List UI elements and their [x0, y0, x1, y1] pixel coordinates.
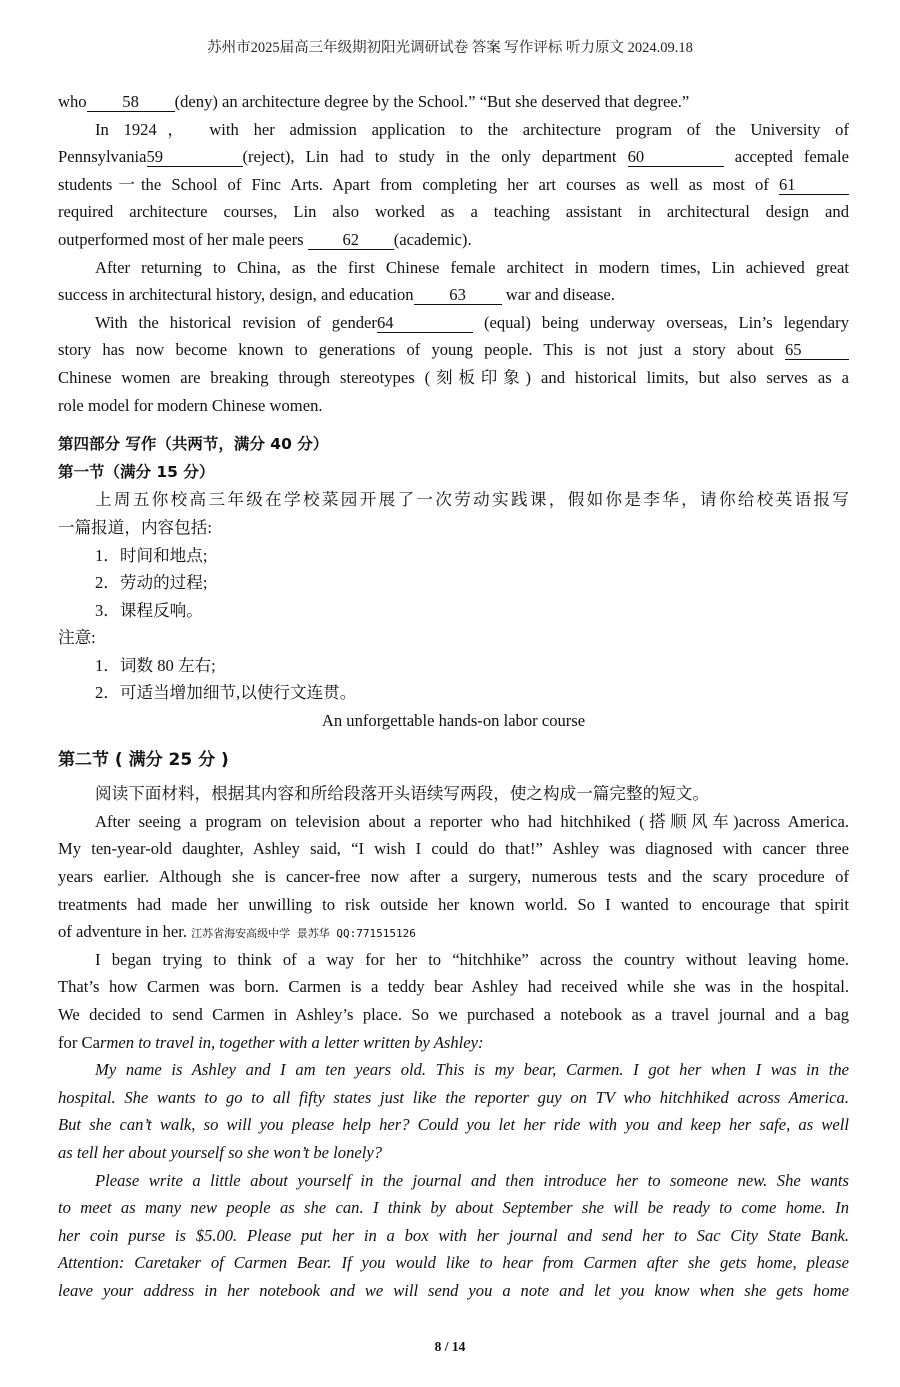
text: Pennsylvania — [58, 147, 147, 167]
passage-line: In 1924， with her admission application to the architecture program of the University of — [95, 119, 849, 139]
story-line: We decided to send Carmen in Ashley’s place. So we purchased a notebook as a travel journal and a bag — [58, 1005, 849, 1024]
text: (equal) being underway overseas, Lin’s legendary — [483, 312, 849, 332]
story-line — [58, 1029, 849, 1057]
story-line: That’s how Carmen was born. Carmen is a teddy bear Ashley had received while she was in the hospital. — [58, 977, 849, 997]
text: success in architectural history, design, and education — [58, 285, 414, 305]
letter-line: Attention: Caretaker of Carmen Bear. If you would like to hear from Carmen after she gets home, please — [58, 1253, 849, 1273]
story-line: treatments had made her unwilling to risk outside her known world. So I wanted to encourage that spirit — [58, 894, 849, 914]
passage-line — [58, 281, 849, 309]
letter-line: hospital. She wants to go to all fifty states just like the reporter guy on TV who hitchhiked across America. — [58, 1087, 849, 1107]
task-text: 上周五你校高三年级在学校菜园开展了一次劳动实践课，假如你是李华，请你给校英语报写 — [95, 490, 849, 510]
text: of adventure in her. — [58, 922, 188, 942]
passage-line — [58, 88, 849, 116]
list-item: 1．时间和地点; — [95, 545, 208, 565]
list-item: 2．劳动的过程; — [95, 573, 208, 593]
text: (reject), Lin had to study in the only department — [242, 147, 617, 167]
text: With the historical revision of gender — [95, 312, 377, 332]
story-line — [58, 918, 849, 946]
passage-line — [58, 226, 849, 254]
text: (academic). — [393, 229, 472, 249]
passage-line — [58, 171, 849, 199]
blank-62: 62 — [308, 231, 394, 250]
passage-line: required architecture courses, Lin also worked as a teaching assistant in architectural design and — [58, 202, 849, 222]
letter-line: Please write a little about yourself in the journal and then introduce her to someone new. She wants — [95, 1170, 849, 1190]
section1-title: 第一节（满分 15 分） — [58, 462, 215, 481]
letter-line: But she can’t walk, so will you please help her? Could you let her ride with you and keep her safe, as well — [58, 1115, 849, 1135]
text: accepted female — [734, 147, 849, 167]
task-text: 阅读下面材料，根据其内容和所给段落开头语续写两段，使之构成一篇完整的短文。 — [95, 784, 709, 804]
passage-line — [58, 336, 849, 364]
blank-58: 58 — [87, 93, 175, 112]
blank-63: 63 — [414, 286, 502, 305]
blank-65: 65 — [785, 341, 849, 360]
blank-59: 59 — [147, 148, 243, 167]
note-label: 注意: — [58, 628, 96, 648]
story-line: I began trying to think of a way for her to “hitchhike” across the country without leaving home. — [95, 949, 849, 969]
passage-line — [58, 309, 849, 337]
blank-64: 64 — [377, 314, 473, 333]
essay-title: An unforgettable hands-on labor course — [321, 711, 586, 731]
story-line: years earlier. Although she is cancer-free now after a surgery, numerous tests and the scary procedure of — [58, 867, 849, 887]
page-content — [58, 88, 849, 1305]
text: students一the School of Finc Arts. Apart from completing her art courses as well as most of — [58, 174, 769, 194]
text: (deny) an architecture degree by the School.” “But she deserved that degree.” — [174, 92, 690, 111]
text: for Ca — [58, 1032, 100, 1052]
letter-line: her coin purse is $5.00. Please put her in a box with her journal and send her to Sac City State Bank. — [58, 1225, 849, 1245]
letter-line: My name is Ashley and I am ten years old. This is my bear, Carmen. I got her when I was in the — [95, 1060, 849, 1080]
list-item: 3．课程反响。 — [95, 600, 203, 620]
story-line: After seeing a program on television about a reporter who had hitchhiked (搭顺风车)across America. — [95, 811, 849, 831]
text: story has now become known to generations of young people. This is not just a story about — [58, 340, 774, 360]
list-item: 1．词数 80 左右; — [95, 655, 216, 675]
passage-line: After returning to China, as the first Chinese female architect in modern times, Lin achieved great — [95, 257, 849, 277]
task-text: 一篇报道，内容包括: — [58, 517, 212, 537]
passage-line — [58, 143, 849, 171]
text: war and disease. — [505, 285, 615, 305]
part4-title: 第四部分 写作（共两节，满分 40 分） — [58, 435, 329, 454]
story-line: My ten-year-old daughter, Ashley said, “I wish I could do that!” Ashley was diagnosed with cancer three — [58, 839, 849, 859]
page-header: 苏州市2025届高三年级期初阳光调研试卷 答案 写作评标 听力原文 2024.09.18 — [207, 40, 693, 56]
list-item: 2．可适当增加细节,以使行文连贯。 — [95, 683, 357, 703]
letter-line: to meet as many new people as she can. I think by about September she will be ready to come home. In — [58, 1198, 849, 1218]
text: outperformed most of her male peers — [58, 229, 304, 249]
passage-line: role model for modern Chinese women. — [58, 395, 323, 415]
letter-line: as tell her about yourself so she won’t be lonely? — [58, 1142, 382, 1162]
text: who — [58, 92, 87, 111]
watermark-text: 江苏省海安高级中学 景苏华 QQ:771515126 — [191, 927, 416, 941]
section2-title: 第二节 ( 满分 25 分 ) — [58, 749, 229, 770]
page-number: 8 / 14 — [434, 1339, 466, 1354]
text: rmen to travel in, together with a letter written by Ashley: — [99, 1032, 484, 1052]
blank-61: 61 — [779, 176, 849, 195]
letter-line: leave your address in her notebook and we will send you a note and let you know when she gets home — [58, 1280, 849, 1300]
passage-line: Chinese women are breaking through stereotypes (刻板印象) and historical limits, but also serves as a — [58, 367, 849, 387]
blank-60: 60 — [628, 148, 724, 167]
